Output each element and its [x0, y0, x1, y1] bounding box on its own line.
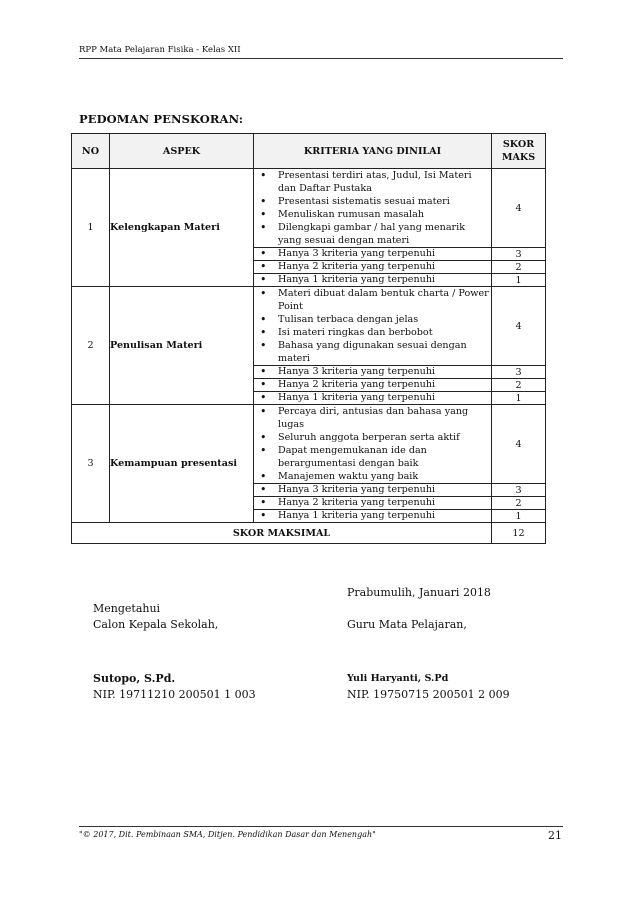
cell-skor: 1	[492, 510, 546, 523]
header-skor-maks	[492, 134, 546, 169]
rubric-body	[72, 169, 546, 523]
cell-skor: 4	[492, 405, 546, 484]
cell-kriteria	[254, 497, 492, 510]
cell-no: 2	[72, 287, 110, 405]
cell-aspek: Kelengkapan Materi	[110, 169, 254, 287]
cell-kriteria	[254, 484, 492, 497]
header-divider	[79, 58, 563, 59]
cell-kriteria	[254, 510, 492, 523]
page-number: 21	[548, 829, 562, 842]
place-date: Prabumulih, Januari 2018	[347, 586, 491, 599]
criteria-item: • Isi materi ringkas dan berbobot	[254, 326, 491, 339]
criteria-item: • Seluruh anggota berperan serta aktif	[254, 431, 491, 444]
scoring-rubric-table	[71, 133, 546, 544]
signature-left-name-block	[93, 671, 256, 703]
criteria-list	[254, 484, 491, 496]
cell-skor: 3	[492, 366, 546, 379]
criteria-item: • Hanya 3 kriteria yang terpenuhi	[254, 366, 491, 378]
total-label: SKOR MAKSIMAL	[72, 523, 492, 544]
criteria-list	[254, 405, 491, 483]
criteria-item: • Hanya 3 kriteria yang terpenuhi	[254, 484, 491, 496]
criteria-item: • Hanya 1 kriteria yang terpenuhi	[254, 274, 491, 286]
signature-right-name-block	[347, 671, 510, 703]
criteria-list	[254, 248, 491, 260]
section-title: PEDOMAN PENSKORAN:	[79, 112, 244, 126]
criteria-item: • Dapat mengemukanan ide dan berargumentasi dengan baik	[254, 444, 491, 470]
criteria-item: • Hanya 3 kriteria yang terpenuhi	[254, 248, 491, 260]
table-row	[72, 287, 546, 366]
criteria-list	[254, 379, 491, 391]
signature-left-title-1: Mengetahui	[93, 602, 161, 615]
cell-skor: 2	[492, 497, 546, 510]
criteria-item: • Manajemen waktu yang baik	[254, 470, 491, 483]
table-row	[72, 169, 546, 248]
criteria-item: • Materi dibuat dalam bentuk charta / Power Point	[254, 287, 491, 313]
criteria-list	[254, 274, 491, 286]
cell-kriteria	[254, 287, 492, 366]
cell-no: 1	[72, 169, 110, 287]
cell-kriteria	[254, 405, 492, 484]
cell-kriteria	[254, 274, 492, 287]
header-aspek: ASPEK	[110, 134, 254, 169]
running-header: RPP Mata Pelajaran Fisika - Kelas XII	[79, 45, 241, 55]
signature-left-nip: NIP. 19711210 200501 1 003	[93, 688, 256, 701]
criteria-item: • Percaya diri, antusias dan bahasa yang lugas	[254, 405, 491, 431]
signature-left-block	[93, 601, 218, 633]
cell-skor: 2	[492, 379, 546, 392]
cell-no: 3	[72, 405, 110, 523]
criteria-item: • Presentasi sistematis sesuai materi	[254, 195, 491, 208]
criteria-item: • Presentasi terdiri atas, Judul, Isi Materi dan Daftar Pustaka	[254, 169, 491, 195]
criteria-item: • Tulisan terbaca dengan jelas	[254, 313, 491, 326]
footer-copyright: "© 2017, Dit. Pembinaan SMA, Ditjen. Pendidikan Dasar dan Menengah"	[79, 830, 376, 839]
criteria-item: • Hanya 1 kriteria yang terpenuhi	[254, 510, 491, 522]
signature-left-name: Sutopo, S.Pd.	[93, 672, 176, 685]
header-skor-maks-label: SKOR MAKS	[501, 139, 536, 163]
cell-skor: 4	[492, 169, 546, 248]
signature-right-nip: NIP. 19750715 200501 2 009	[347, 688, 510, 701]
cell-kriteria	[254, 392, 492, 405]
cell-skor: 1	[492, 274, 546, 287]
criteria-list	[254, 366, 491, 378]
criteria-item: • Hanya 2 kriteria yang terpenuhi	[254, 379, 491, 391]
criteria-item: • Hanya 1 kriteria yang terpenuhi	[254, 392, 491, 404]
criteria-list	[254, 392, 491, 404]
cell-skor: 1	[492, 392, 546, 405]
cell-skor: 2	[492, 261, 546, 274]
signature-left-title-2: Calon Kepala Sekolah,	[93, 618, 219, 631]
total-row	[72, 523, 546, 544]
header-no: NO	[72, 134, 110, 169]
cell-kriteria	[254, 379, 492, 392]
criteria-list	[254, 261, 491, 273]
cell-skor: 4	[492, 287, 546, 366]
cell-skor: 3	[492, 484, 546, 497]
header-kriteria: KRITERIA YANG DINILAI	[254, 134, 492, 169]
cell-kriteria	[254, 261, 492, 274]
criteria-list	[254, 510, 491, 522]
criteria-item: • Bahasa yang digunakan sesuai dengan materi	[254, 339, 491, 365]
total-score: 12	[492, 523, 546, 544]
criteria-item: • Dilengkapi gambar / hal yang menarik yang sesuai dengan materi	[254, 221, 491, 247]
criteria-list	[254, 497, 491, 509]
footer-divider	[79, 826, 563, 827]
criteria-item: • Hanya 2 kriteria yang terpenuhi	[254, 261, 491, 273]
signature-right-title: Guru Mata Pelajaran,	[347, 618, 467, 631]
cell-skor: 3	[492, 248, 546, 261]
cell-kriteria	[254, 169, 492, 248]
cell-kriteria	[254, 248, 492, 261]
signature-right-name: Yuli Haryanti, S.Pd	[347, 673, 449, 684]
criteria-item: • Hanya 2 kriteria yang terpenuhi	[254, 497, 491, 509]
criteria-list	[254, 169, 491, 247]
table-row	[72, 405, 546, 484]
criteria-item: • Menuliskan rumusan masalah	[254, 208, 491, 221]
criteria-list	[254, 287, 491, 365]
cell-kriteria	[254, 366, 492, 379]
table-header-row	[72, 134, 546, 169]
cell-aspek: Penulisan Materi	[110, 287, 254, 405]
cell-aspek: Kemampuan presentasi	[110, 405, 254, 523]
